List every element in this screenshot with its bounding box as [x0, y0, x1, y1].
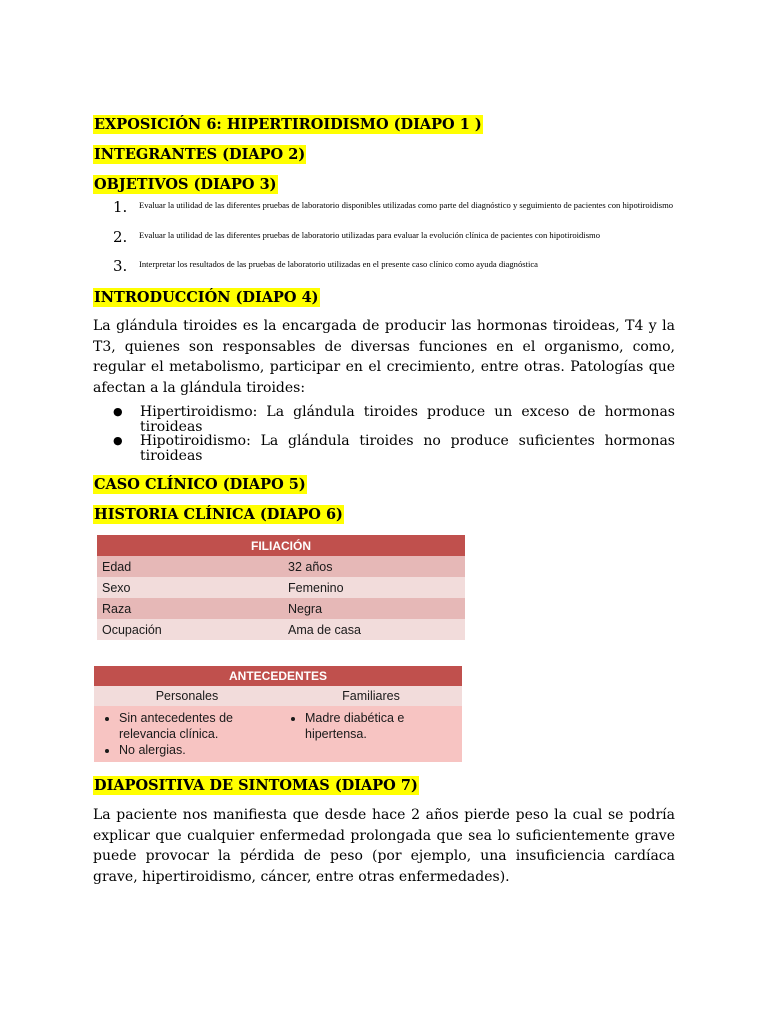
- intro-paragraph: La glándula tiroides es la encargada de producir las hormonas tiroideas, T4 y la T3, quienes son responsables de diversas funciones en el organismo, como, regular el metabolismo, participar en el crecimiento, entre otras. Patologías que afectan a la glándula tiroides:: [93, 318, 675, 396]
- column-header-personales: Personales: [94, 686, 280, 706]
- table-row: [97, 556, 465, 577]
- bullet-icon: ●: [113, 434, 123, 447]
- field-label: Raza: [102, 601, 132, 616]
- filiacion-table: [97, 535, 465, 640]
- objective-number: 3.: [113, 257, 128, 275]
- bullet-text: Hipertiroidismo: La glándula tiroides produce un exceso de hormonas tiroideas: [140, 404, 675, 435]
- heading-objetivos: OBJETIVOS (DIAPO 3): [94, 176, 277, 193]
- list-item: • No alergias.: [119, 742, 275, 758]
- antecedentes-table: [94, 666, 462, 762]
- filiacion-title: FILIACIÓN: [97, 535, 465, 556]
- personales-cell: [94, 706, 280, 762]
- list-item: • Sin antecedentes de relevancia clínica.: [119, 710, 275, 742]
- sintomas-paragraph: La paciente nos manifiesta que desde hace 2 años pierde peso la cual se podría explicar que cualquier enfermedad prolongada que sea lo suficientemente grave puede provocar la pérdida de peso (por ejemplo, una insuficiencia cardíaca grave, hipertiroidismo, cáncer, entre otras enfermedades).: [93, 807, 675, 885]
- column-header-familiares: Familiares: [280, 686, 462, 706]
- bullet-icon: ●: [113, 405, 123, 418]
- heading-historia-clinica: HISTORIA CLÍNICA (DIAPO 6): [94, 506, 343, 523]
- familiares-cell: [280, 706, 462, 762]
- field-label: Sexo: [102, 580, 131, 595]
- heading-sintomas: DIAPOSITIVA DE SINTOMAS (DIAPO 7): [94, 777, 418, 794]
- antecedentes-title: ANTECEDENTES: [94, 666, 462, 686]
- field-value: Negra: [288, 601, 323, 616]
- field-value: 32 años: [288, 559, 333, 574]
- table-row: [97, 598, 465, 619]
- table-row: [97, 577, 465, 598]
- heading-introduccion: INTRODUCCIÓN (DIAPO 4): [94, 289, 319, 306]
- objective-text: Interpretar los resultados de las pruebas de laboratorio utilizadas en el presente caso clínico como ayuda diagnóstica: [139, 259, 538, 269]
- objective-number: 1.: [113, 198, 128, 216]
- bullet-text: Hipotiroidismo: La glándula tiroides no produce suficientes hormonas tiroideas: [140, 433, 675, 464]
- heading-caso-clinico: CASO CLÍNICO (DIAPO 5): [94, 476, 306, 493]
- heading-integrantes: INTEGRANTES (DIAPO 2): [94, 146, 306, 163]
- objective-text: Evaluar la utilidad de las diferentes pruebas de laboratorio utilizadas para evaluar la evolución clínica de pacientes con hipotiroidismo: [139, 230, 601, 240]
- field-label: Ocupación: [102, 622, 162, 637]
- list-item: • Madre diabética e hipertensa.: [305, 710, 457, 742]
- table-row: [97, 619, 465, 640]
- objective-number: 2.: [113, 228, 128, 246]
- field-value: Ama de casa: [288, 622, 361, 637]
- field-label: Edad: [102, 559, 132, 574]
- heading-exposicion: EXPOSICIÓN 6: HIPERTIROIDISMO (DIAPO 1 ): [94, 116, 482, 133]
- objective-text: Evaluar la utilidad de las diferentes pruebas de laboratorio disponibles utilizadas como parte del diagnóstico y seguimiento de pacientes con hipotiroidismo: [139, 200, 674, 210]
- field-value: Femenino: [288, 580, 344, 595]
